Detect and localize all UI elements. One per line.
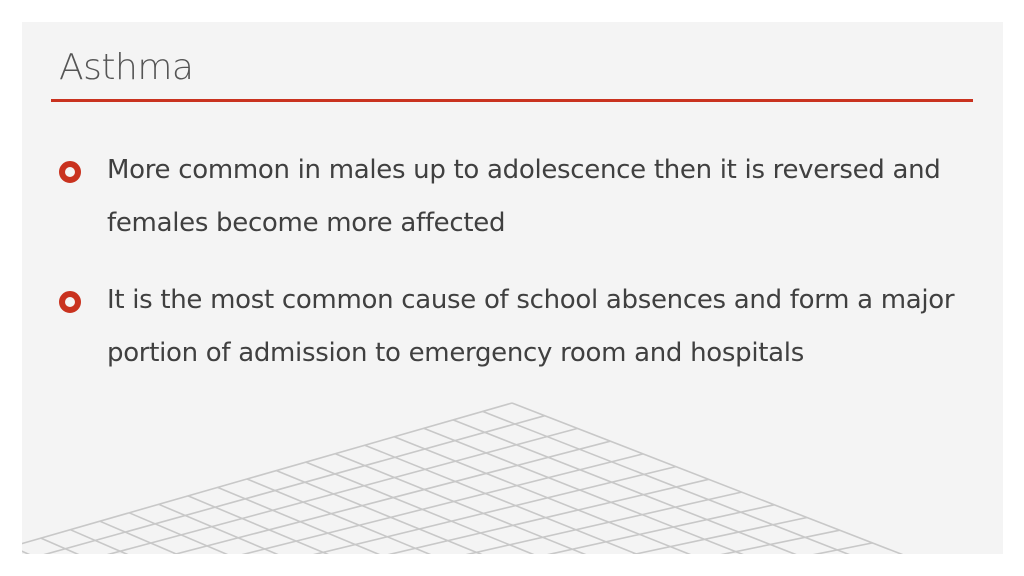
grid-line [365, 445, 908, 554]
circle-bullet-icon [59, 291, 81, 313]
slide-title: Asthma [59, 47, 194, 88]
grid-line [22, 403, 512, 554]
slide [22, 22, 1003, 554]
grid-line [22, 416, 545, 554]
grid-line [22, 547, 441, 554]
grid-line [215, 530, 840, 554]
grid-line [512, 403, 1003, 554]
bullet-text: It is the most common cause of school absences and form a major portion of admission to emergency room and hospitals [107, 285, 955, 368]
bullet-item [59, 274, 979, 380]
grid-line [122, 479, 709, 554]
bullet-item [59, 144, 979, 250]
grid-line [306, 462, 830, 554]
title-underline [51, 99, 973, 102]
circle-bullet-icon [59, 161, 81, 183]
bullet-text: More common in males up to adolescence then it is reversed and females become more affected [107, 155, 941, 238]
bullet-list [59, 144, 979, 404]
